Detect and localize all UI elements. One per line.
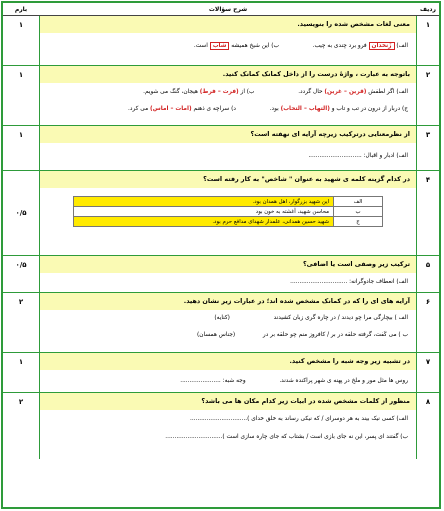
question-4 (3, 171, 439, 256)
highlighted-word: شاب (210, 42, 230, 50)
question-title: از نظرمعنایی درترکیب زیرچه آرایه ای نهفته است؟ (40, 126, 416, 143)
option-pair: (التهاب – التحاب) (280, 106, 330, 112)
line-text: ب) این شیخ همیشه (231, 43, 279, 49)
question-5 (3, 256, 439, 293)
question-number: ۷ (417, 353, 439, 392)
question-score: ۱ (18, 71, 24, 79)
question-number: ۳ (417, 126, 439, 170)
question-score: ۲ (18, 398, 24, 406)
question-line (40, 377, 416, 385)
line-text: ب) از (240, 89, 255, 95)
line-text: الف) اگر لطفش (368, 89, 408, 95)
question-number: ۲ (417, 66, 439, 125)
question-8 (3, 393, 439, 459)
line-text: د) سراچه ی ذهنم (193, 106, 236, 112)
question-line (40, 331, 416, 339)
question-title: آرایه های ای را که در کمانک مشخص شده اند؛ در عبارات زیر نشان دهید. (40, 293, 416, 310)
line-text: روس ها مثل مور و ملخ در پهنه ی شهر پراکنده شدند. (279, 378, 408, 384)
question-number: ۴ (417, 171, 439, 255)
line-text: است. (193, 43, 208, 49)
question-score: ۲ (18, 298, 24, 306)
question-3 (3, 126, 439, 171)
option-text: محاسن شهید، آغشته به خون بود (74, 207, 334, 217)
question-score: ۰/۵ (15, 209, 27, 217)
line-text: حال گردد. (298, 89, 323, 95)
question-number: ۵ (417, 256, 439, 292)
option-pair: (فرت – فرط) (199, 89, 239, 95)
line-text: ب ) می کَفت، گرفته حلقه در بر / کافروز منم چو حلقه بر در (262, 332, 408, 338)
option-text: این شهید بزرگوار، اهل همدان بود. (74, 197, 334, 207)
exam-sheet (1, 1, 441, 509)
line-text: فرو برد چندی به چیب. (312, 43, 367, 49)
question-title: در تشبیه زیر وجه شبه را مشخص کنید. (40, 353, 416, 370)
option-pair: (قرین – غرین) (324, 89, 367, 95)
option-pair: (امات – اماس) (150, 106, 192, 112)
line-text: الف) (396, 43, 408, 49)
question-line (40, 105, 416, 113)
question-title: معنی لغات مشخص شده را بنویسید. (40, 16, 416, 33)
question-title: در کدام گزینه کلمه ی شهید به عنوان " شاخص" به کار رفته است؟ (40, 171, 416, 188)
device-tag: (جناس همسان) (197, 332, 236, 338)
option-row (74, 217, 383, 227)
line-text: الف ) بیچارگی مرا چو دیدند / در چاره گری زبان کشیدند (273, 315, 408, 321)
question-title: منظور از کلمات مشخص شده در ابیات زیر کدام مکان ها می باشد؟ (40, 393, 416, 410)
question-number: ۱ (417, 16, 439, 65)
option-key: ب (334, 207, 383, 217)
question-line (40, 88, 416, 96)
options-table (73, 196, 383, 227)
line-text: می کرد. (128, 106, 149, 112)
question-line (40, 42, 416, 50)
option-text: شهید حسین همدانی، علمدار شهدای مدافع حرم بود. (74, 217, 334, 227)
question-1 (3, 16, 439, 66)
device-tag: (کنایه) (214, 315, 230, 321)
question-number: ۸ (417, 393, 439, 459)
question-6 (3, 293, 439, 353)
option-row (74, 207, 383, 217)
question-score: ۰/۵ (15, 261, 27, 269)
question-line (40, 314, 416, 322)
line-text: بود. (269, 106, 279, 112)
question-title: ترکیب زیر وصفی است یا اضافی؟ (40, 256, 416, 273)
line-text: ج) دربار از درون در تب و تاب و (331, 106, 408, 112)
answer-blank: وجه شبه: ...................... (180, 378, 246, 384)
question-line: الف) انعطاف جادوگرانه: ............................... (290, 279, 408, 285)
question-line: الف) ادبار و اقبال: ............................. (308, 153, 408, 159)
question-score: ۱ (18, 358, 24, 366)
header-barom: بارم (14, 5, 28, 13)
header-radif: ردیف (420, 5, 436, 13)
question-7 (3, 353, 439, 393)
question-line: ب) گفتند ای پسر، این نه جای بازی است / بشتاب که جای چاره سازی است )............................... (165, 434, 408, 440)
question-number: ۶ (417, 293, 439, 352)
option-row (74, 197, 383, 207)
option-key: ج (334, 217, 383, 227)
table-header (3, 3, 439, 16)
question-score: ۱ (18, 21, 24, 29)
header-title: شرح سؤالات (208, 5, 248, 13)
option-key: الف (334, 197, 383, 207)
question-line: الف) کسی نیک بیند به هر دوسرای / که نیکی رساند به خلق خدای )............................... (190, 416, 408, 422)
line-text: هیجان، گنگ می شویم. (143, 89, 198, 95)
question-2 (3, 66, 439, 126)
question-title: باتوجه به عبارت ، واژهٔ درست را از داخل کمانک کمانک کنید. (40, 66, 416, 83)
highlighted-word: زَنخدان (369, 42, 395, 50)
question-score: ۱ (18, 131, 24, 139)
